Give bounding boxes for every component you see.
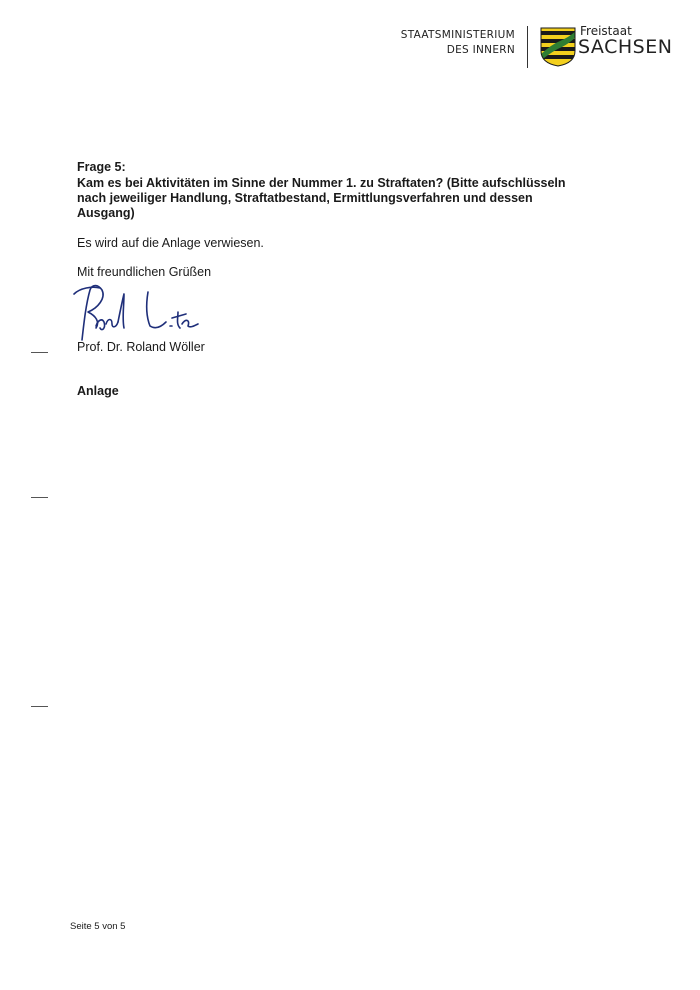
signer-name: Prof. Dr. Roland Wöller (77, 340, 205, 354)
question-label: Frage 5: (77, 160, 126, 174)
answer-text: Es wird auf die Anlage verwiesen. (77, 236, 264, 250)
fold-mark-top (31, 352, 48, 353)
fold-mark-middle (31, 497, 48, 498)
page-number: Seite 5 von 5 (70, 921, 126, 932)
ministry-line-2: DES INNERN (446, 44, 515, 56)
question-text: Kam es bei Aktivitäten im Sinne der Nummer 1. zu Straftaten? (Bitte aufschlüsseln nach jeweiliger Handlung, Straftatbestand, Ermittlungsverfahren und dessen Ausgang) (77, 176, 566, 220)
ministry-name (401, 28, 515, 58)
fold-mark-bottom (31, 706, 48, 707)
ministry-line-1: STAATSMINISTERIUM (400, 29, 515, 41)
state-label-small: Freistaat (580, 24, 632, 38)
closing-greeting: Mit freundlichen Grüßen (77, 265, 212, 279)
saxony-coat-of-arms-icon (540, 27, 576, 67)
signature-icon (66, 282, 206, 344)
header-divider (527, 26, 528, 68)
state-label-large: SACHSEN (578, 36, 673, 58)
attachment-label: Anlage (77, 384, 119, 398)
